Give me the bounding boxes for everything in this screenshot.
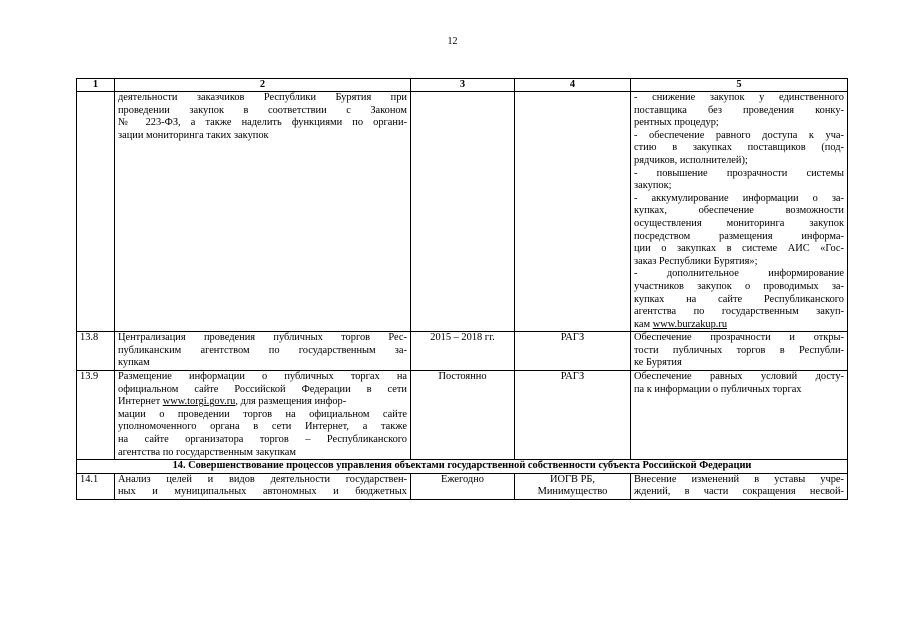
text-line [118,396,407,409]
section-heading: 14. Совершенствование процессов управления объектами государственной собственности субъекта Российской Федерации [77,460,848,474]
result-cell [631,371,848,460]
text-line: ции о закупках в системе АИС «Гос- [634,243,844,255]
text-line: ждений, в части сокращения несвой- [634,486,844,498]
text-line: проведении закупок в соответствии с Законом [118,104,407,116]
measure-cell [115,332,411,371]
text-line: Минимущество [537,486,608,498]
text-line: посредством размещения информа- [634,230,844,242]
header-col-4: 4 [515,79,631,92]
text-line: агентства по государственным закуп- [634,306,844,318]
section-heading-row [77,460,848,474]
text-line: зации мониторинга таких закупок [118,129,269,141]
row-number-cell [77,92,115,332]
executor-cell: РАГЗ [515,332,631,371]
row-number: 14.1 [77,473,115,499]
period-cell: Ежегодно [411,473,515,499]
period-cell [411,92,515,332]
text-line: - повышение прозрачности системы [634,167,844,179]
text-line: Анализ целей и видов деятельности государствен- [118,473,407,485]
page-number: 12 [447,36,458,47]
table-row-14-1 [77,473,848,499]
result-cell [631,332,848,371]
text-line: мации о проведении торгов на официальном сайте [118,408,407,420]
header-col-2: 2 [115,79,411,92]
text-line: - обеспечение равного доступа к уча- [634,129,844,141]
period-cell: Постоянно [411,371,515,460]
text-line: Внесение изменений в уставы учре- [634,473,844,485]
text-line: купках на сайте Республиканского [634,293,844,305]
text-line: ке Бурятия [634,357,682,369]
text-line: - дополнительное информирование [634,268,844,280]
header-row [77,79,848,92]
text-line: рядчиков, исполнителей); [634,154,748,166]
text-line: Обеспечение равных условий досту- [634,371,844,383]
executor-cell: РАГЗ [515,371,631,460]
measure-cell [115,473,411,499]
text-line: публиканским агентством по государственным за- [118,344,407,356]
text-line: - аккумулирование информации о за- [634,192,844,204]
text-line: ных и муниципальных автономных и бюджетных [118,486,407,498]
table-row-13-8 [77,332,848,371]
text-fragment: , для размещения инфор- [235,396,347,408]
text-line: купках, обеспечение возможности [634,205,844,217]
text-line: участников закупок о проводимых за- [634,280,844,292]
executor-cell [515,92,631,332]
text-line: № 223-ФЗ, а также наделить функциями по органи- [118,117,407,129]
header-col-3: 3 [411,79,515,92]
text-line: агентства по государственным закупкам [118,446,296,458]
text-line: тости публичных торгов в Республи- [634,344,844,356]
link-prefix: кам [634,318,653,330]
executor-cell [515,473,631,499]
text-line: заказ Республики Бурятия»; [634,255,758,267]
text-line: на сайте организатора торгов – Республиканского [118,434,407,446]
text-line: ИОГВ РБ, [550,473,595,485]
text-line: деятельности заказчиков Республики Бурятия при [118,92,407,103]
result-cell [631,473,848,499]
torgi-link[interactable]: www.torgi.gov.ru [162,396,236,408]
header-col-1: 1 [77,79,115,92]
text-line: Централизация проведения публичных торгов Рес- [118,332,407,344]
plan-table [76,78,848,500]
period-cell: 2015 – 2018 гг. [411,332,515,371]
text-line: закупок; [634,180,672,192]
row-number: 13.8 [77,332,115,371]
text-line: па к информации о публичных торгах [634,383,802,395]
text-line [634,319,844,332]
header-col-5: 5 [631,79,848,92]
measure-cell [115,92,411,332]
text-line: купкам [118,357,150,369]
text-line: осуществления мониторинга закупок [634,217,844,229]
result-cell [631,92,848,332]
text-line: официальном сайте Российской Федерации в сети [118,383,407,395]
text-line: рентных процедур; [634,117,719,129]
text-fragment: Интернет [118,396,163,408]
text-line: Размещение информации о публичных торгах на [118,371,407,383]
burzakup-link[interactable]: www.burzakup.ru [652,318,728,330]
measure-cell [115,371,411,460]
text-line: - снижение закупок у единственного [634,92,844,103]
text-line: стию в закупках поставщиков (под- [634,142,844,154]
text-line: поставщика без проведения конку- [634,104,844,116]
text-line: уполномоченного органа в сети Интернет, а также [118,421,407,433]
table-row-continued [77,92,848,332]
table-row-13-9 [77,371,848,460]
row-number: 13.9 [77,371,115,460]
text-line: Обеспечение прозрачности и откры- [634,332,844,344]
